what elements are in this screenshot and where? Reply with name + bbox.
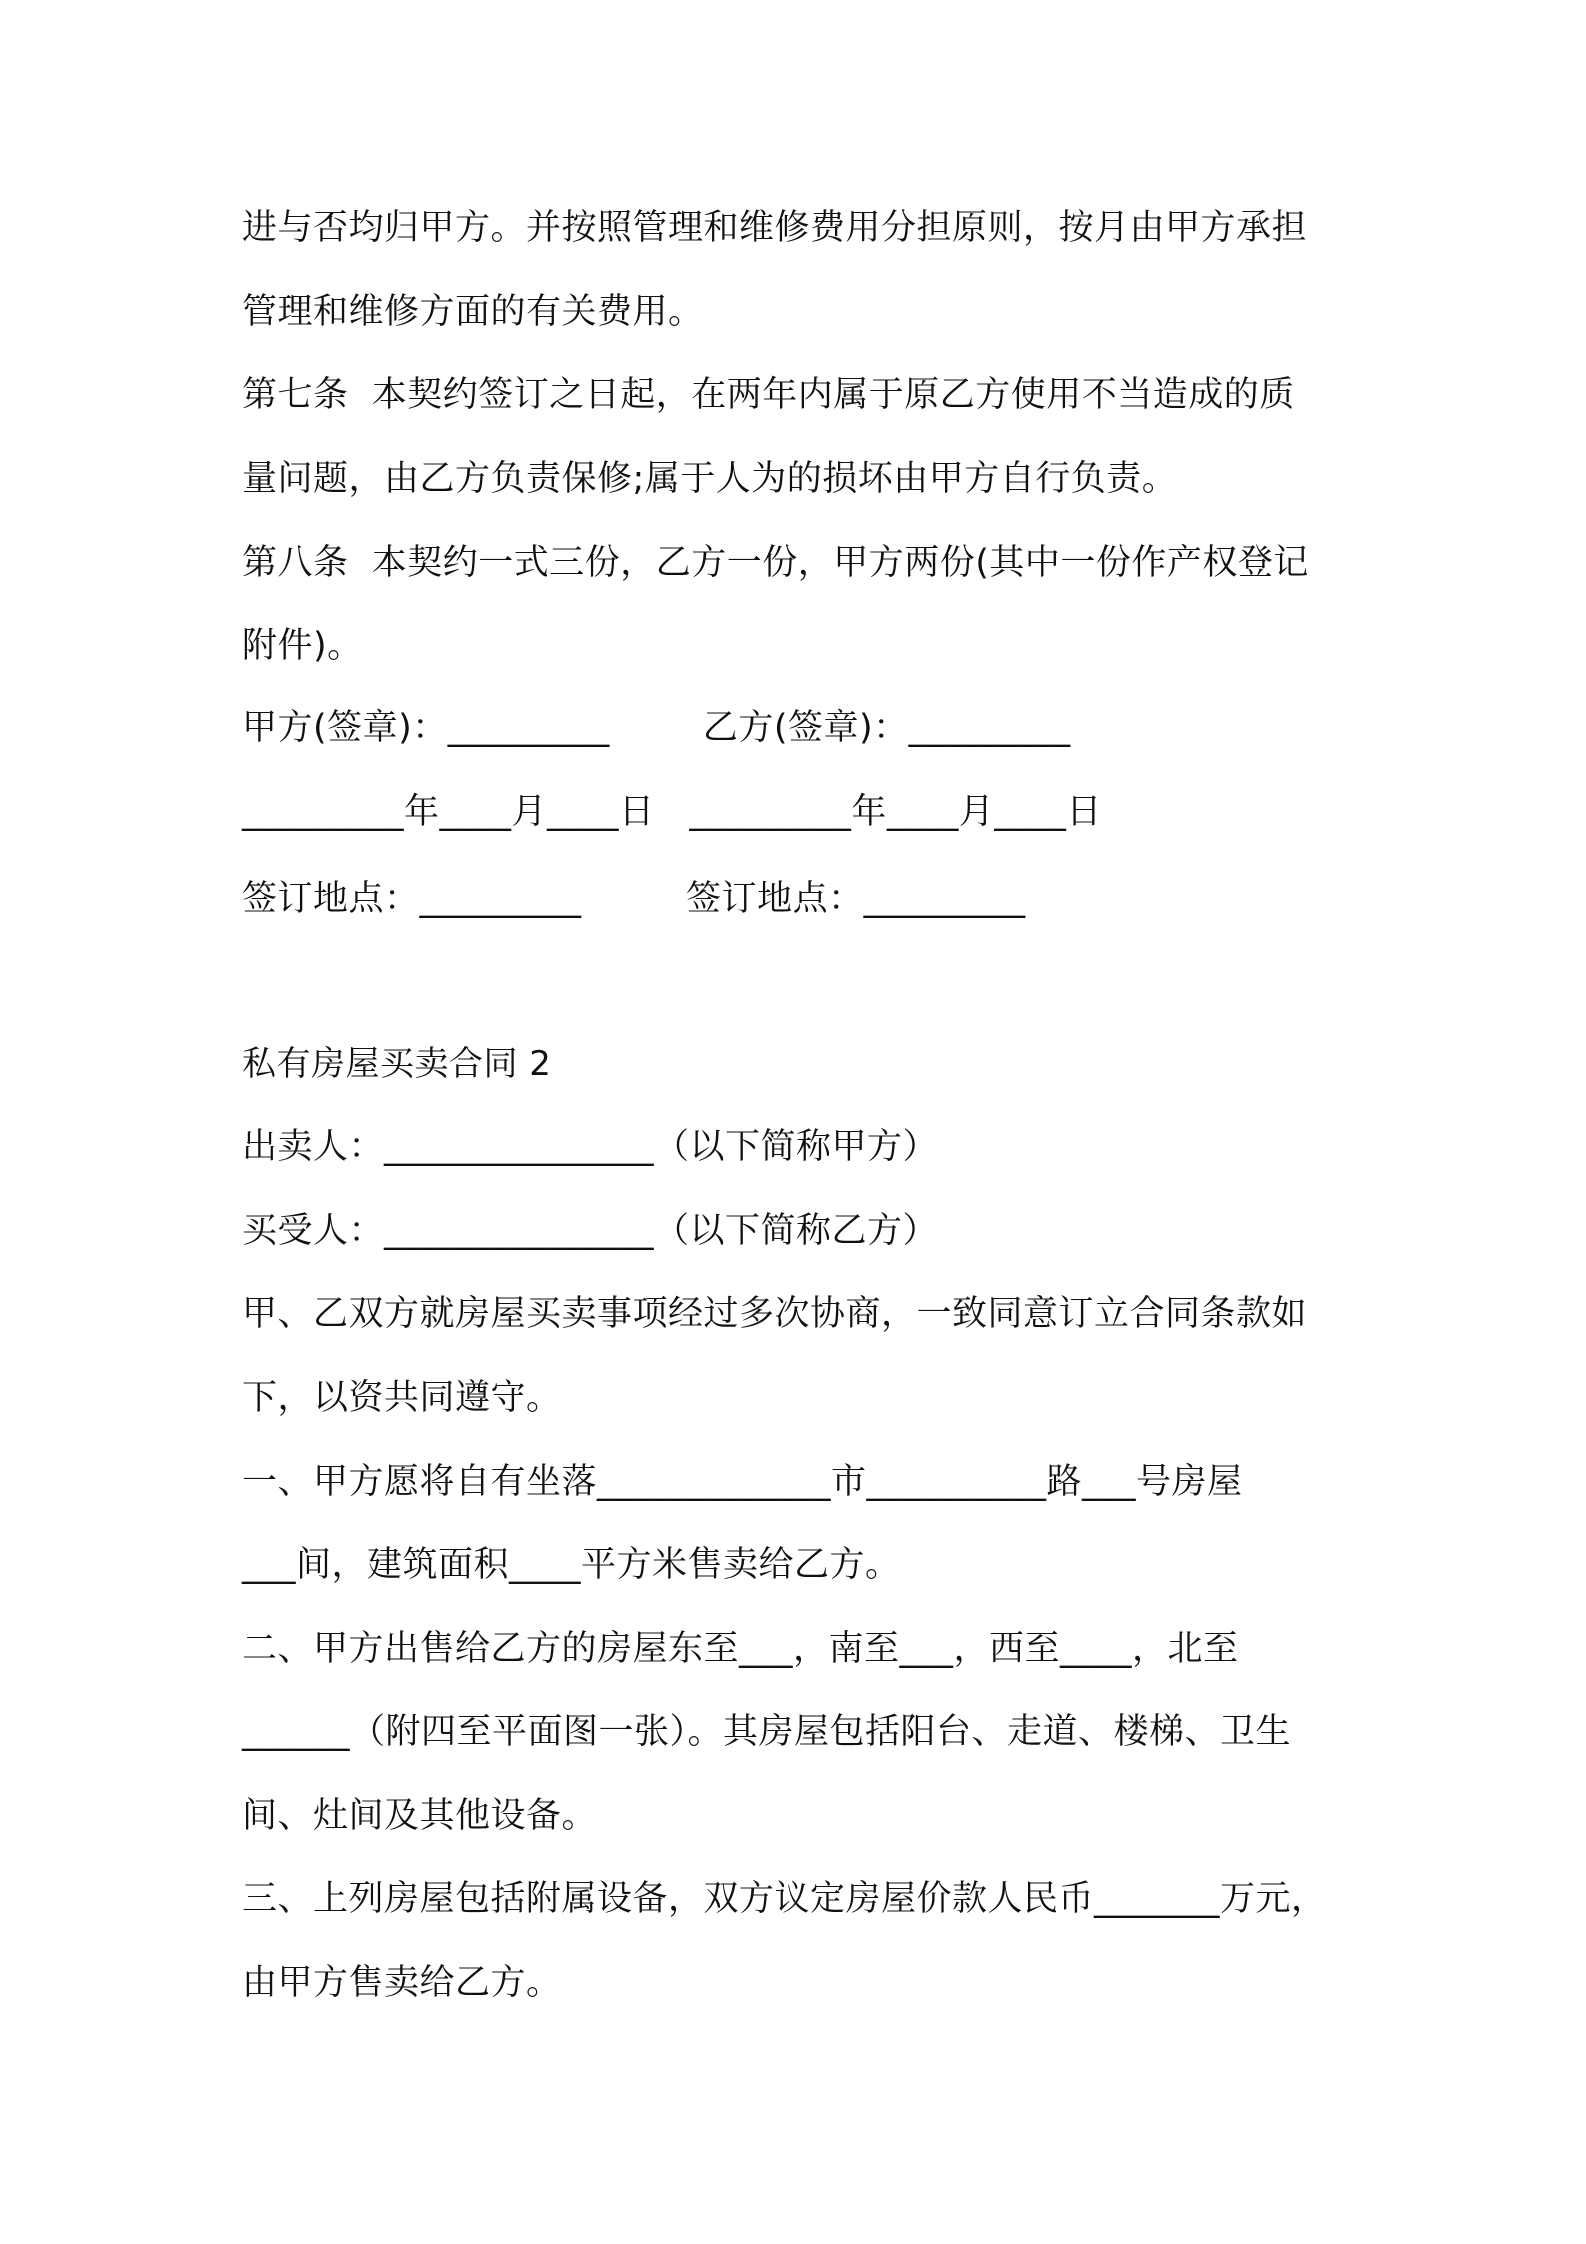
clause-2-line: 二、甲方出售给乙方的房屋东至___，南至___，西至____，北至	[242, 1629, 1239, 1669]
seller-line: 出卖人：_______________（以下简称甲方）	[242, 1127, 939, 1167]
date-line: _________年____月____日 _________年____月____日	[242, 792, 1102, 832]
clause-1-line: 一、甲方愿将自有坐落_____________市__________路___号房屋	[242, 1462, 1243, 1502]
text-line: ___间，建筑面积____平方米售卖给乙方。	[242, 1545, 901, 1585]
text-line: 甲、乙双方就房屋买卖事项经过多次协商，一致同意订立合同条款如	[242, 1294, 1308, 1334]
signature-line: 甲方(签章)：_________ 乙方(签章)：_________	[242, 708, 1071, 748]
article-7-line: 第七条 本契约签订之日起，在两年内属于原乙方使用不当造成的质	[242, 375, 1295, 415]
text-line: 附件)。	[242, 626, 363, 666]
text-line: 间、灶间及其他设备。	[242, 1796, 598, 1836]
text-line: 进与否均归甲方。并按照管理和维修费用分担原则，按月由甲方承担	[242, 208, 1308, 248]
text-line: 管理和维修方面的有关费用。	[242, 292, 704, 332]
article-8-line: 第八条 本契约一式三份，乙方一份，甲方两份(其中一份作产权登记	[242, 543, 1309, 583]
signing-place-line: 签订地点：_________ 签订地点：_________	[242, 879, 1026, 919]
text-line: 由甲方售卖给乙方。	[242, 1963, 562, 2003]
text-line: ______（附四至平面图一张）。其房屋包括阳台、走道、楼梯、卫生	[242, 1712, 1292, 1752]
buyer-line: 买受人：_______________（以下简称乙方）	[242, 1211, 939, 1251]
clause-3-line: 三、上列房屋包括附属设备，双方议定房屋价款人民币_______万元，	[242, 1879, 1327, 1919]
text-line: 下，以资共同遵守。	[242, 1378, 562, 1418]
contract-title: 私有房屋买卖合同 2	[242, 1044, 552, 1084]
text-line: 量问题，由乙方负责保修;属于人为的损坏由甲方自行负责。	[242, 459, 1178, 499]
